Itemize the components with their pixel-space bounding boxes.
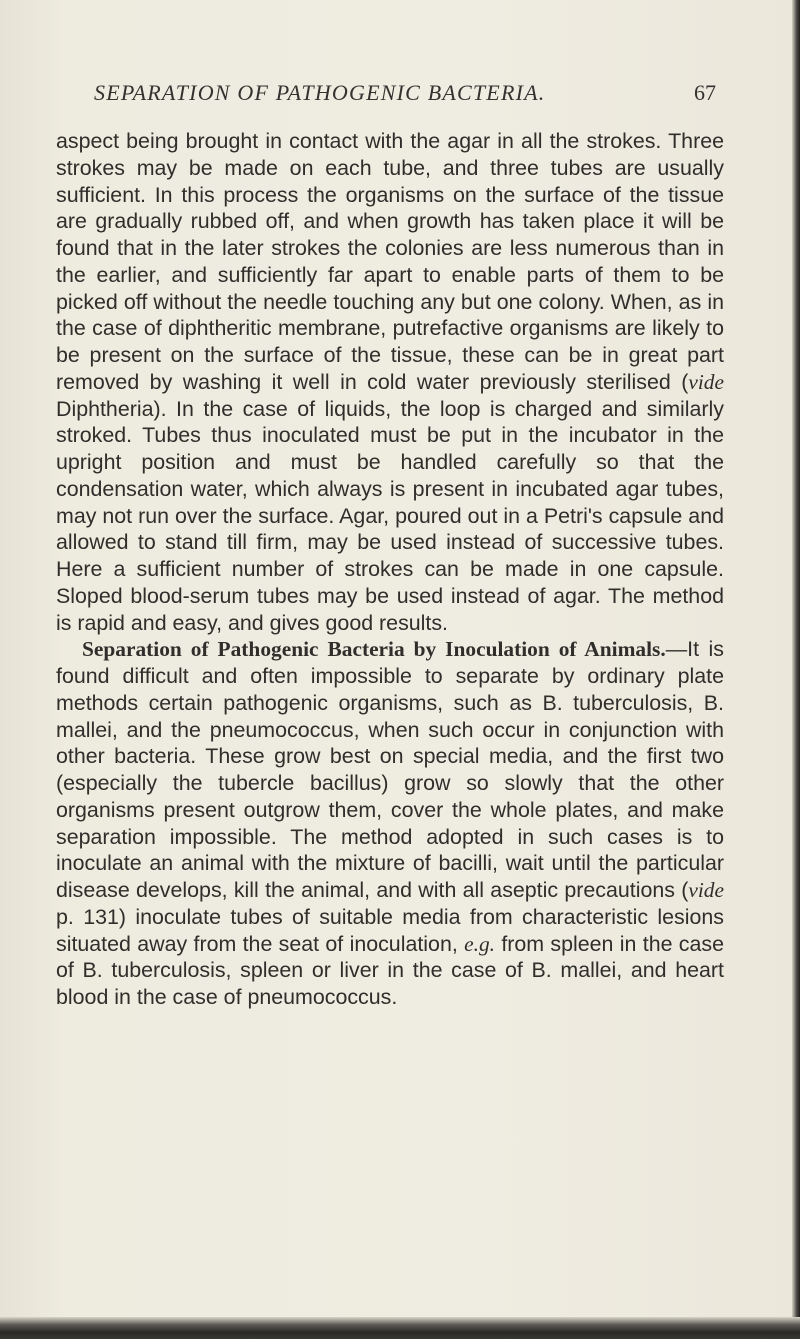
running-header: [94, 76, 716, 112]
paragraph-text: —It is found difficult and often impossible to separate by ordinary plate methods certain pathogenic organisms, such as B. tuberculosis, B. mallei, and the pneumococcus, when such occur in conjunction with other bacteria. These grow best on special media, and the first two (especially the tubercle bacillus) grow so slowly that the other organisms present outgrow them, cover the whole plates, and make separation impossible. The method adopted in such cases is to inoculate an animal with the mixture of bacilli, wait until the particular disease develops, kill the animal, and with all aseptic precautions (: [56, 637, 724, 902]
running-title: SEPARATION OF PATHOGENIC BACTERIA.: [94, 80, 546, 105]
paragraph-text: p. 131) inoculate tubes of suitable media from characteristic lesions situated away from the seat of inoculation,: [56, 904, 724, 956]
italic-term: vide: [688, 878, 724, 902]
paragraph-text: from spleen in the case of B. tuberculosis, spleen or liver in the case of B. mallei, and heart blood in the case of pneumococcus.: [56, 931, 724, 1009]
paragraph-agar-strokes: [56, 128, 724, 636]
paragraph-text: aspect being brought in contact with the agar in all the strokes. Three strokes may be made on each tube, and three tubes are usually sufficient. In this process the organisms on the surface of the tissue are gradually rubbed off, and when growth has taken place it will be found that in the later strokes the colonies are less numerous than in the earlier, and sufficiently far apart to enable parts of them to be picked off without the needle touching any but one colony. When, as in the case of diphtheritic membrane, putrefactive organisms are likely to be present on the surface of the tissue, these can be in great part removed by washing it well in cold water previously sterilised (: [56, 129, 724, 394]
page-edge-shadow: [792, 0, 800, 1339]
italic-term: vide: [688, 369, 724, 394]
body-text: [56, 128, 724, 1011]
section-heading: Separation of Pathogenic Bacteria by Inoculation of Animals.: [82, 637, 666, 662]
paragraph-animal-inoculation: [56, 636, 724, 1011]
italic-term: e.g.: [464, 931, 495, 956]
paragraph-text: Diphtheria). In the case of liquids, the loop is charged and similarly stroked. Tubes thus inoculated must be put in the incubator in the upright position and must be handled carefully so that the condensation water, which always is present in incubated agar tubes, may not run over the surface. Agar, poured out in a Petri's capsule and allowed to stand till firm, may be used instead of successive tubes. Here a sufficient number of strokes can be made in one capsule. Sloped blood-serum tubes may be used instead of agar. The method is rapid and easy, and gives good results.: [56, 396, 724, 635]
scan-bottom-edge: [0, 1317, 800, 1339]
page-number: 67: [694, 80, 716, 105]
